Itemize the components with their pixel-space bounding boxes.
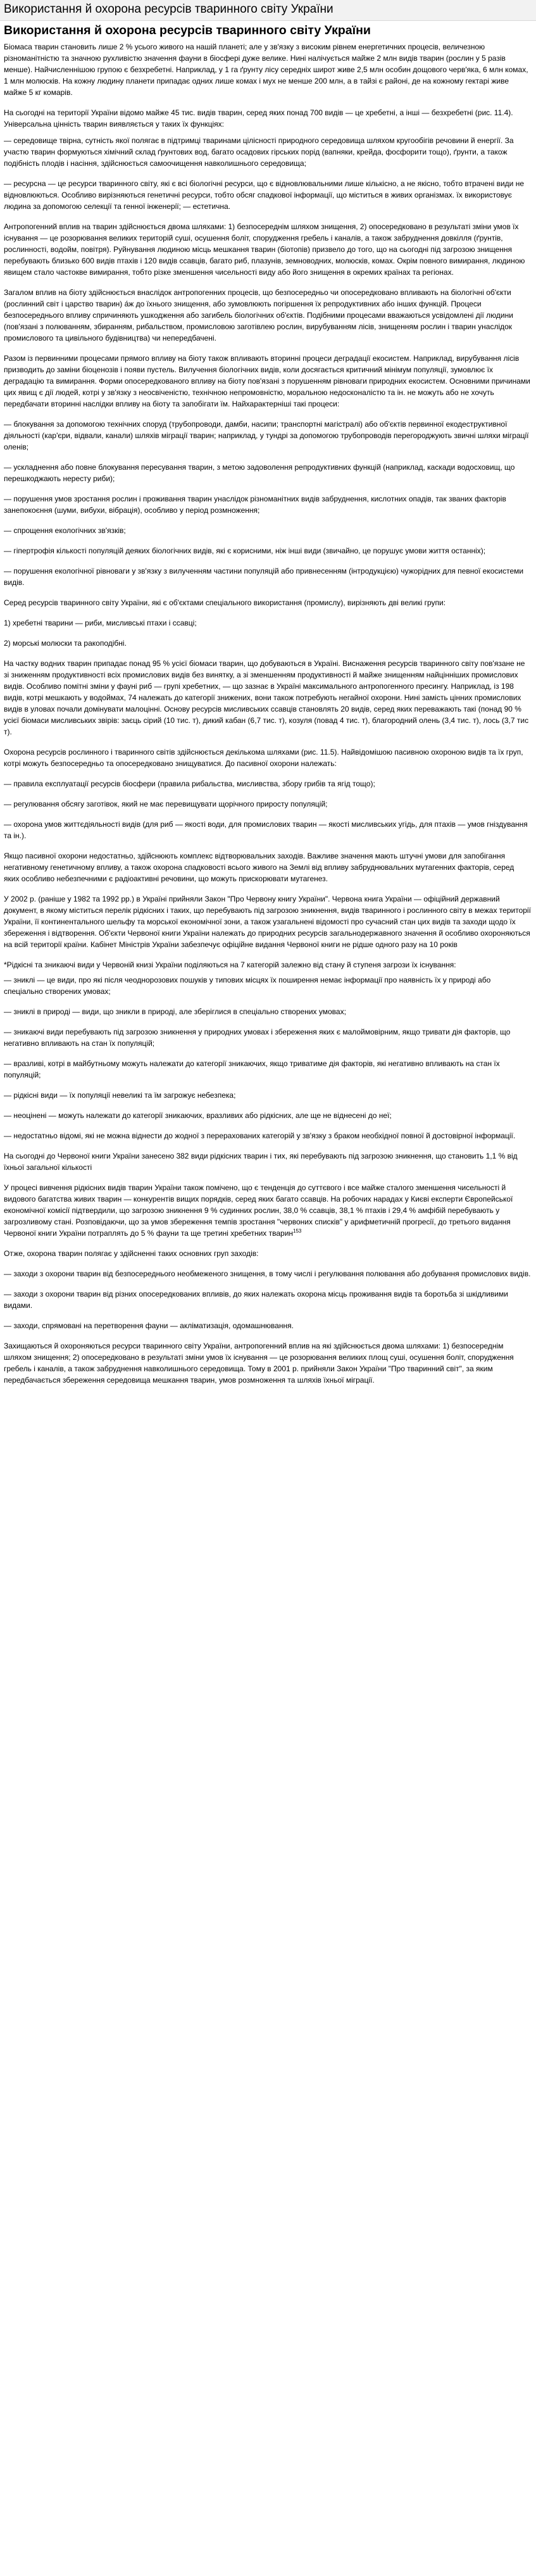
paragraph-fauna-ukraine: На сьогодні на території України відомо майже 45 тис. видів тварин, серед яких понад 700 видів — це хребетні, а інші — безхребетні (рис. 11.4). Універсальна цінність тварин виявляється у таких їх функціях:: [4, 108, 513, 129]
paragraph-function-resource: — ресурсна — це ресурси тваринного світу, які є всі біологічні ресурси, що є відновлювальними лише кількісно, а не якісно, тобто втрачені види не відновлюються. Особливо вирізняються генетичні ресурси, тобто обсяг спадкової інформації, що міститься в живих організмах. їх використовує людина за допомогою селекції та генної інженерії; — естетична.: [4, 179, 525, 211]
paragraph-reproduction-measures: Якщо пасивної охорони недостатньо, здійснюють комплекс відтворювальних заходів. Важливе значення мають штучні умови для запобігання негативному генетичному впливу, а також охорона спадковості всього живого на Землі від впливу забруднювальних мутагенних факторів, серед яких особливо небезпечними є радіоактивні речовини, що можуть прискорювати мутагенез.: [4, 851, 514, 883]
paragraph-direct-impact: Загалом вплив на біоту здійснюється внаслідок антропогенних процесів, що безпосередньо чи опосередковано впливають на біологічні об'єкти (рослинний світ і царство тварин) а́ж до їхнього знищення, або зумовлюють погіршення їх репродуктивних або інших функцій. Процеси безпосереднього впливу спричиняють ушкодження або загибель біологічних об'єктів. Подібними процесами вважаються усвідомлені дії людини (пов'язані з полюванням, збиранням, рибальством, промисловою заготівлею рослин, вирубуванням лісів, знищенням рослин і тварин унаслідок промислового та цивільного будівництва) чи непередбачені.: [4, 288, 513, 342]
paragraph-protection-ways: Охорона ресурсів рослинного і тваринного світів здійснюється декількома шляхами (рис. 11.5). Найвідомішою пасивною охороною видів та їх груп, котрі можуть безпосередньо та опосередковано знищуватися. До пасивної охорони належать:: [4, 748, 523, 768]
list-item-equilibrium: — порушення екологічної рівноваги у зв'язку з вилученням частини популяцій або привнесенням (інтродукцією) чужорідних для певної екосистеми видів.: [4, 567, 524, 587]
footnote-marker: 153: [293, 1228, 302, 1234]
list-item-living-conditions: — охорона умов життєдіяльності видів (для риб — якості води, для промислових тварин — якості мисливських угідь, для птахів — умов гніздування та ін.).: [4, 820, 528, 840]
paragraph-resource-groups: Серед ресурсів тваринного світу України, які є об'єктами спеціального використання (промислу), вирізняють дві великі групи:: [4, 598, 446, 607]
list-item-indirect-protection: — заходи з охорони тварин від різних опосередкованих впливів, до яких належать охорона місць проживання видів та боротьба зі шкідливими видами.: [4, 1290, 508, 1310]
paragraph-rare-species-trend: [4, 1182, 532, 1239]
paragraph-anthropogenic-impact: Антропогенний вплив на тварин здійснюється двома шляхами: 1) безпосереднім шляхом знищення, 2) опосередковано в результаті зміни умов їх існування — це розорювання великих територій суші, осушення боліт, спорудження гребель і каналів, а також забруднення довкілля (ґрунтів, рослинності, водойм, повітря). Руйнування людиною місць мешкання тварин (біотопів) призвело до того, що на сьогодні під загрозою знищення перебувають близько 600 видів птахів і 120 видів ссавців, багато риб, плазунів, земноводних, молюсків, комах. Окрім повного вимирання, людиною явищем стало частокве вимирання, тобто різке зменшення чисельності виду або його знищення в окремих країнах та регіонах.: [4, 222, 525, 277]
list-item-harvest-regulation: — регулювання обсягу заготівок, який не має перевищувати щорічного приросту популяцій;: [4, 800, 328, 808]
list-item-blocking-movement: — ускладнення або повне блокування пересування тварин, з метою задоволення репродуктивних функцій (наприклад, каскади водосховищ, що перешкоджають нересту риби);: [4, 463, 515, 483]
list-item-direct-protection: — заходи з охорони тварин від безпосереднього необмеженого знищення, в тому числі і регулювання полювання або добування промислових видів.: [4, 1269, 531, 1278]
list-item-vulnerable: — вразливі, котрі в майбутньому можуть належати до категорії зникаючих, якщо триватиме дія факторів, які негативно впливають на стан їх популяцій;: [4, 1059, 500, 1079]
paragraph-function-environment: — середовище твірна, сутність якої полягає в підтримці тваринами цілісності природного середовища шляхом кругообігів речовини й енергії. За участю тварин формуються хімічний склад ґрунтових вод, багато осадових гірських порід (вапняки, крейда, фосфорити тощо), ґрунти, а також подібність плодів і насіння, здійснюється самоочищення навколишнього середовища;: [4, 136, 514, 168]
paragraph-red-book-categories: *Рідкісні та зникаючі види у Червоній книзі України поділяються на 7 категорій залежно від стану й ступеня загрози їх існування:: [4, 960, 456, 969]
list-item-pollution: — порушення умов зростання рослин і проживання тварин унаслідок різноманітних видів забруднення, кислотних опадів, так званих факторів занепокоєння (шуми, вибухи, вібрація), особливо у період розмноження;: [4, 494, 506, 515]
article-title: Використання й охорона ресурсів тваринного світу України: [4, 23, 371, 37]
page-header: [0, 0, 536, 21]
page-header-title: Використання й охорона ресурсів тваринного світу України: [4, 3, 333, 16]
list-item-endangered: — зникаючі види перебувають під загрозою зникнення у природних умовах і збереження яких є малоймовірним, якщо тривати дія факторів, що негативно впливають на стан їх популяцій;: [4, 1027, 511, 1048]
list-item-hypertrophy: — гіпертрофія кількості популяцій деяких біологічних видів, які є корисними, ніж інші види (звичайно, це порушує умови життя останніх);: [4, 546, 486, 555]
list-item-extinct-in-wild: — зниклі в природі — види, що зникли в природі, але зберіглися в спеціально створених умовах;: [4, 1007, 346, 1016]
list-item-not-evaluated: — неоцінені — можуть належати до категорії зникаючих, вразливих або рідкісних, але ще не віднесені до неї;: [4, 1111, 392, 1120]
paragraph-conclusion: Захищаються й охороняються ресурси тваринного світу України, антропогенний вплив на які здійснюється двома шляхами: 1) безпосереднім шляхом знищення; 2) опосередковано в результаті зміни умов їх існування — це розорювання великих площ суші, осушення боліт, спорудження гребель і каналів, а також забруднення навколишнього середовища. Тому в 2001 р. прийняли Закон України "Про тваринний світ", за яким передбачається збереження середовища мешкання тварин, умов розмноження та шляхів їхньої міграції.: [4, 1341, 514, 1385]
paragraph-aquatic-biomass: На частку водних тварин припадає понад 95 % усієї біомаси тварин, що добуваються в Україні. Виснаження ресурсів тваринного світу пов'язане не зі зниженням продуктивності всіх промислових видів без винятку, а зі зменшенням продуктивності й майже знищенням найцінніших промислових видів. Особливо помітні зміни у фауні риб — групі хребетних, — що зазнає в Україні максимального антропогенного пресингу. Наприклад, із 198 видів, котрі мешкають у водоймах, 74 належать до категорії знижених, вони також потребують негайної охорони. Нині замість цінних промислових видів в уловах почали домінувати малоцінні. Основу ресурсів мисливських ссавців становлять 20 видів, серед яких переважають такі (понад 90 % усієї біомаси мисливських звірів: заєць сірий (10 тис. т), дикий кабан (6,7 тис. т), козуля (повад 4 тис. т), благородний олень (3,4 тис. т), лось (3,7 тис т).: [4, 659, 529, 736]
paragraph-red-book-count: На сьогодні до Червоної книги України занесено 382 види рідкісних тварин і тих, які перебувають під загрозою зникнення, що становить 1,1 % від їхньої загальної кількості: [4, 1152, 518, 1172]
paragraph-intro: Біомаса тварин становить лише 2 % усього живого на нашій планеті; але у зв'язку з високим рівнем енергетичних процесів, величезною різноманітністю та значною рухливістю значення фауни в біосфері дуже велике. Нині налічується майже 2 млн видів тварин (рослин у 5 разів менше). Найчисленнішою групою є безхребетні. Наприклад, у 1 га ґрунту лісу середніх широт живе 2,5 млн особин дощового черв'яка, 6 млн комах, 1 млн молюсків. На кожну людину планети припадає одних лише комах і мух не менше 200 млн, а в тайзі є районі, де на кожному гектарі живе майже 5 кг комарів.: [4, 42, 528, 97]
paragraph-secondary-processes: Разом із первинними процесами прямого впливу на біоту також впливають вторинні процеси деградації екосистем. Наприклад, вирубування лісів призводить до заміни біоценозів і появи пустель. Вилучення біологічних видів, коли досягається критичний мінімум популяції, зумовлює їх деградацію та вимирання. Форми опосередкованого впливу на біоту пов'язані з порушенням рівноваги природних екосистем. Основними причинами цих явищ є дії людей, котрі у зв'язку з неосвіченістю, технічною непромовністю, моральною недосконалістю та ін. не можуть або не хочуть передбачати вторинні наслідки впливу на біоту та запобігати їм. Найхарактерніші такі процеси:: [4, 354, 530, 408]
paragraph-protection-groups: Отже, охорона тварин полягає у здійсненні таких основних груп заходів:: [4, 1249, 259, 1258]
list-item-data-deficient: — недостатньо відомі, які не можна віднести до жодної з перерахованих категорій у зв'язку з браком необхідної повної й достовірної інформації.: [4, 1131, 516, 1140]
list-item-mollusks: 2) морські молюски та ракоподібні.: [4, 639, 127, 648]
list-item-simplification: — спрощення екологічних зв'язків;: [4, 526, 126, 535]
list-item-extinct: — зниклі — це види, про які після чеоднорозових пошуків у типових місцях їх поширення немає інформації про наявність їх у природі або спеціально створених умовах;: [4, 976, 491, 996]
list-item-vertebrates: 1) хребетні тварини — риби, мисливські птахи і ссавці;: [4, 619, 197, 627]
list-item-rare: — рідкісні види — їх популяції невеликі та їм загрожує небезпека;: [4, 1091, 236, 1100]
list-item-fauna-transformation: — заходи, спрямовані на перетворення фауни — акліматизація, одомашнювання.: [4, 1321, 294, 1330]
list-item-exploitation-rules: — правила експлуатації ресурсів біосфери (правила рибальства, мисливства, збору грибів та ягід тощо);: [4, 779, 375, 788]
paragraph-rare-species-trend-text: У процесі вивчення рідкісних видів тварин України також помічено, що є тенденція до суттєвого і все майже сталого зменшення чисельності й видового багатства живих тварин — конкурентів вищих порядків, серед яких багато ссавців. На робочих нарадах у Києві експерти Європейської економічної комісії підтвердили, що загрозою зникнення 9 % судинних рослин, 38,0 % ссавців, 38,1 % птахів і 29,4 % амфібій перебувають у загрозливому стані. Розповідаючи, що за умов збереження темпів зростання "червоних списків" у арифметичній прогресії, до третього видання Червоної книги України потраплять до 5 % фауни та ще третині хребетних тварин: [4, 1183, 513, 1238]
paragraph-red-book-law: У 2002 р. (раніше у 1982 та 1992 рр.) в Україні прийняли Закон "Про Червону книгу України". Червона книга України — офіційний державний документ, в якому міститься перелік рідкісних і таких, що перебувають під загрозою зникнення, видів тваринного і рослинного світу в межах території України, її континентального шельфу та морської економічної зони, а також узагальнені відомості про сучасний стан цих видів та заходи щодо їх збереження і відтворення. Об'єкти Червоної книги України належать до природних ресурсів загальнодержавного значення й особливо охороняються на всій території країни. Кабінет Міністрів України забезпечує офіційне видання Червоної книги не рідше одного разу на 10 років: [4, 895, 531, 949]
list-item-blocking-migration: — блокування за допомогою технічних споруд (трубопроводи, дамби, насипи; транспортні магістралі) або об'єктів первинної екодеструктивної діяльності (кар'єри, відвали, канали) шляхів міграції тварин; наприклад, у тундрі за допомогою трубопроводів перегороджують звичні шляхи міграції оленів;: [4, 420, 529, 451]
article-body: [4, 41, 532, 1386]
